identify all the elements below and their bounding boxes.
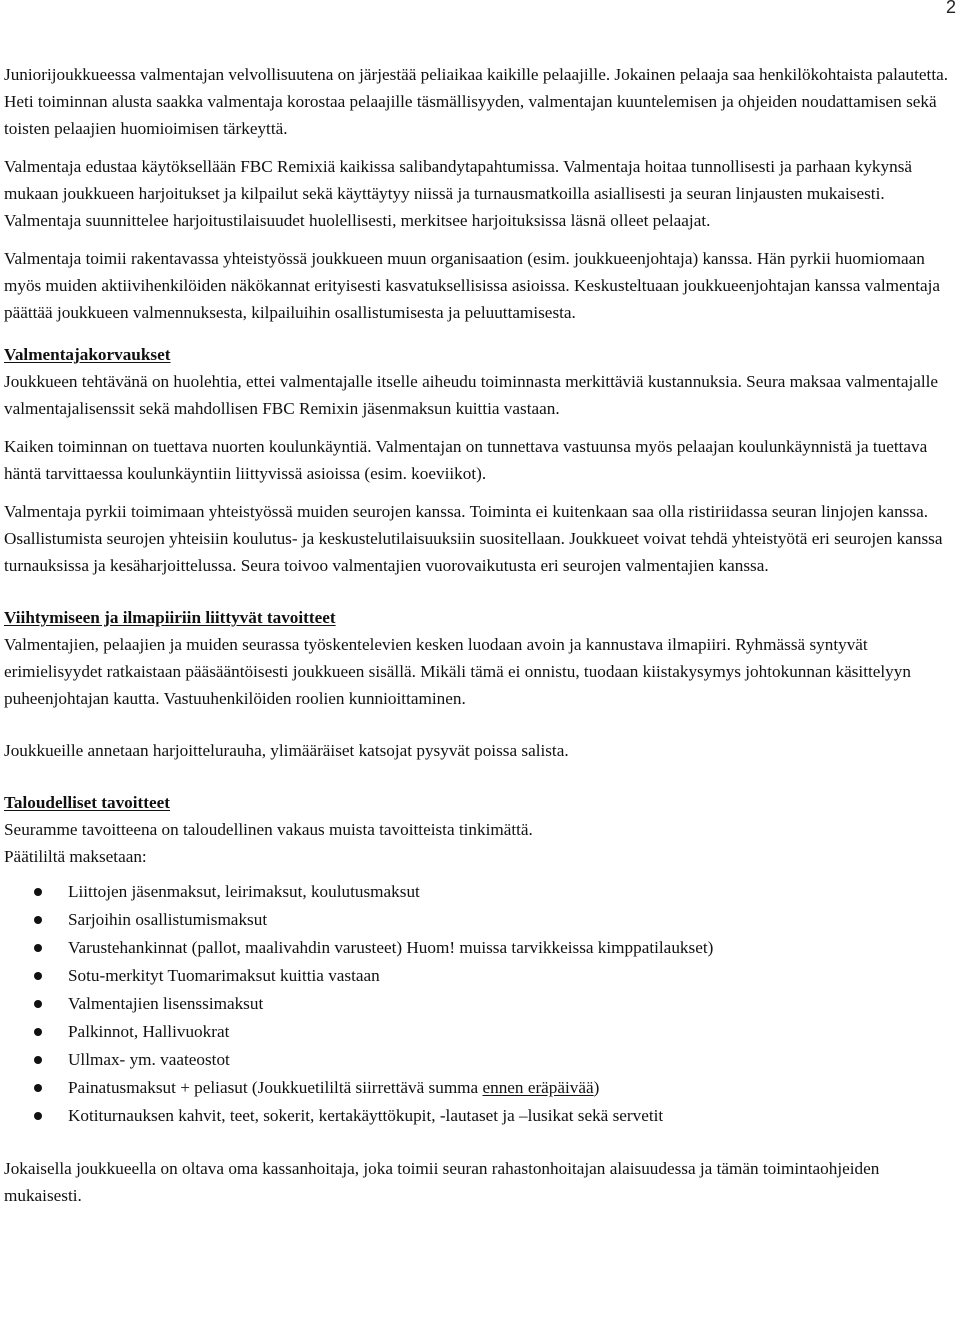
section-heading-talous: Taloudelliset tavoitteet (4, 793, 170, 812)
viihtyminen-paragraph-1: Valmentajien, pelaajien ja muiden seurassa työskentelevien kesken luodaan avoin ja kannustava ilmapiiri. Ryhmässä syntyvät erimielisyydet ratkaistaan pääsääntöisesti joukkueen sisällä. Mikäli tämä ei onnistu, tuodaan kiistakysymys johtokunnan käsittelyyn puheenjohtajan kautta. Vastuuhenkilöiden roolien kunnioittaminen. (4, 635, 911, 708)
korvaukset-paragraph-2: Kaiken toiminnan on tuettava nuorten koulunkäyntiä. Valmentajan on tunnettava vastuunsa myös pelaajan koulunkäynnistä ja tuettava häntä tarvittaessa koulunkäyntiin liittyvissä asioissa (esim. koeviikot). (4, 437, 928, 483)
talous-line-1: Seuramme tavoitteena on taloudellinen vakaus muista tavoitteista tinkimättä. (4, 820, 533, 839)
page-number: 2 (945, 0, 956, 17)
intro-paragraph-2: Valmentaja edustaa käytöksellään FBC Remixiä kaikissa salibandytapahtumissa. Valmentaja hoitaa tunnollisesti ja parhaan kykynsä mukaan joukkueen harjoitukset ja kilpailut sekä käyttäytyy niissä ja turnausmatkoilla asiallisesti ja seuran linjausten mukaisesti. Valmentaja suunnittelee harjoitustilaisuudet huolellisesti, merkitsee harjoituksissa läsnä olleet pelaajat. (4, 157, 913, 230)
list-item: Liittojen jäsenmaksut, leirimaksut, koulutusmaksut (4, 878, 958, 906)
list-item: Varustehankinnat (pallot, maalivahdin varusteet) Huom! muissa tarvikkeissa kimppatilaukset) (4, 934, 958, 962)
list-item: Painatusmaksut + peliasut (Joukkuetililtä siirrettävä summa ennen eräpäivää) (4, 1074, 958, 1102)
intro-paragraph-3: Valmentaja toimii rakentavassa yhteistyössä joukkueen muun organisaation (esim. joukkueenjohtaja) kanssa. Hän pyrkii huomiomaan myös muiden aktiivihenkilöiden näkökannat erityisesti kasvatuksellisissa asioissa. Keskusteltuaan joukkueenjohtajan kanssa valmentaja päättää joukkueen valmennuksesta, kilpailuihin osallistumisesta ja peluuttamisesta. (4, 249, 941, 322)
bullet-icon (34, 888, 42, 896)
bullet-icon (34, 1112, 42, 1120)
list-item: Sarjoihin osallistumismaksut (4, 906, 958, 934)
korvaukset-paragraph-1: Joukkueen tehtävänä on huolehtia, ettei valmentajalle itselle aiheudu toiminnasta merkittäviä kustannuksia. Seura maksaa valmentajalle valmentajalisenssit sekä mahdollisen FBC Remixin jäsenmaksun kuittia vastaan. (4, 372, 939, 418)
list-item: Kotiturnauksen kahvit, teet, sokerit, kertakäyttökupit, -lautaset ja –lusikat sekä servetit (4, 1102, 958, 1130)
list-item: Valmentajien lisenssimaksut (4, 990, 958, 1018)
closing-paragraph: Jokaisella joukkueella on oltava oma kassanhoitaja, joka toimii seuran rahastonhoitajan alaisuudessa ja tämän toimintaohjeiden mukaisesti. (4, 1159, 880, 1205)
bullet-icon (34, 1084, 42, 1092)
bullet-icon (34, 944, 42, 952)
section-heading-valmentajakorvaukset: Valmentajakorvaukset (4, 345, 171, 364)
bullet-icon (34, 1056, 42, 1064)
document-body (4, 61, 958, 1209)
talous-line-2: Päätililtä maksetaan: (4, 847, 147, 866)
underlined-text: ennen eräpäivää (482, 1078, 594, 1097)
list-item: Palkinnot, Hallivuokrat (4, 1018, 958, 1046)
payments-list (4, 878, 958, 1130)
intro-paragraph-1: Juniorijoukkueessa valmentajan velvollisuutena on järjestää peliaikaa kaikille pelaajille. Jokainen pelaaja saa henkilökohtaista palautetta. Heti toiminnan alusta saakka valmentaja korostaa pelaajille täsmällisyyden, valmentajan kuuntelemisen ja ohjeiden noudattamisen sekä toisten pelaajien huomioimisen tärkeyttä. (4, 65, 949, 138)
list-item: Sotu-merkityt Tuomarimaksut kuittia vastaan (4, 962, 958, 990)
bullet-icon (34, 1028, 42, 1036)
korvaukset-paragraph-3: Valmentaja pyrkii toimimaan yhteistyössä muiden seurojen kanssa. Toiminta ei kuitenkaan saa olla ristiriidassa seuran linjojen kanssa. Osallistumista seurojen yhteisiin koulutus- ja keskustelutilaisuuksiin suositellaan. Joukkueet voivat tehdä yhteistyötä eri seurojen kanssa turnauksissa ja kesäharjoittelussa. Seura toivoo valmentajien vuorovaikutusta eri seurojen valmentajien kanssa. (4, 502, 943, 575)
bullet-icon (34, 972, 42, 980)
section-heading-viihtyminen: Viihtymiseen ja ilmapiiriin liittyvät tavoitteet (4, 608, 336, 627)
list-item: Ullmax- ym. vaateostot (4, 1046, 958, 1074)
bullet-icon (34, 916, 42, 924)
bullet-icon (34, 1000, 42, 1008)
viihtyminen-paragraph-2: Joukkueille annetaan harjoittelurauha, ylimääräiset katsojat pysyvät poissa salista. (4, 741, 569, 760)
